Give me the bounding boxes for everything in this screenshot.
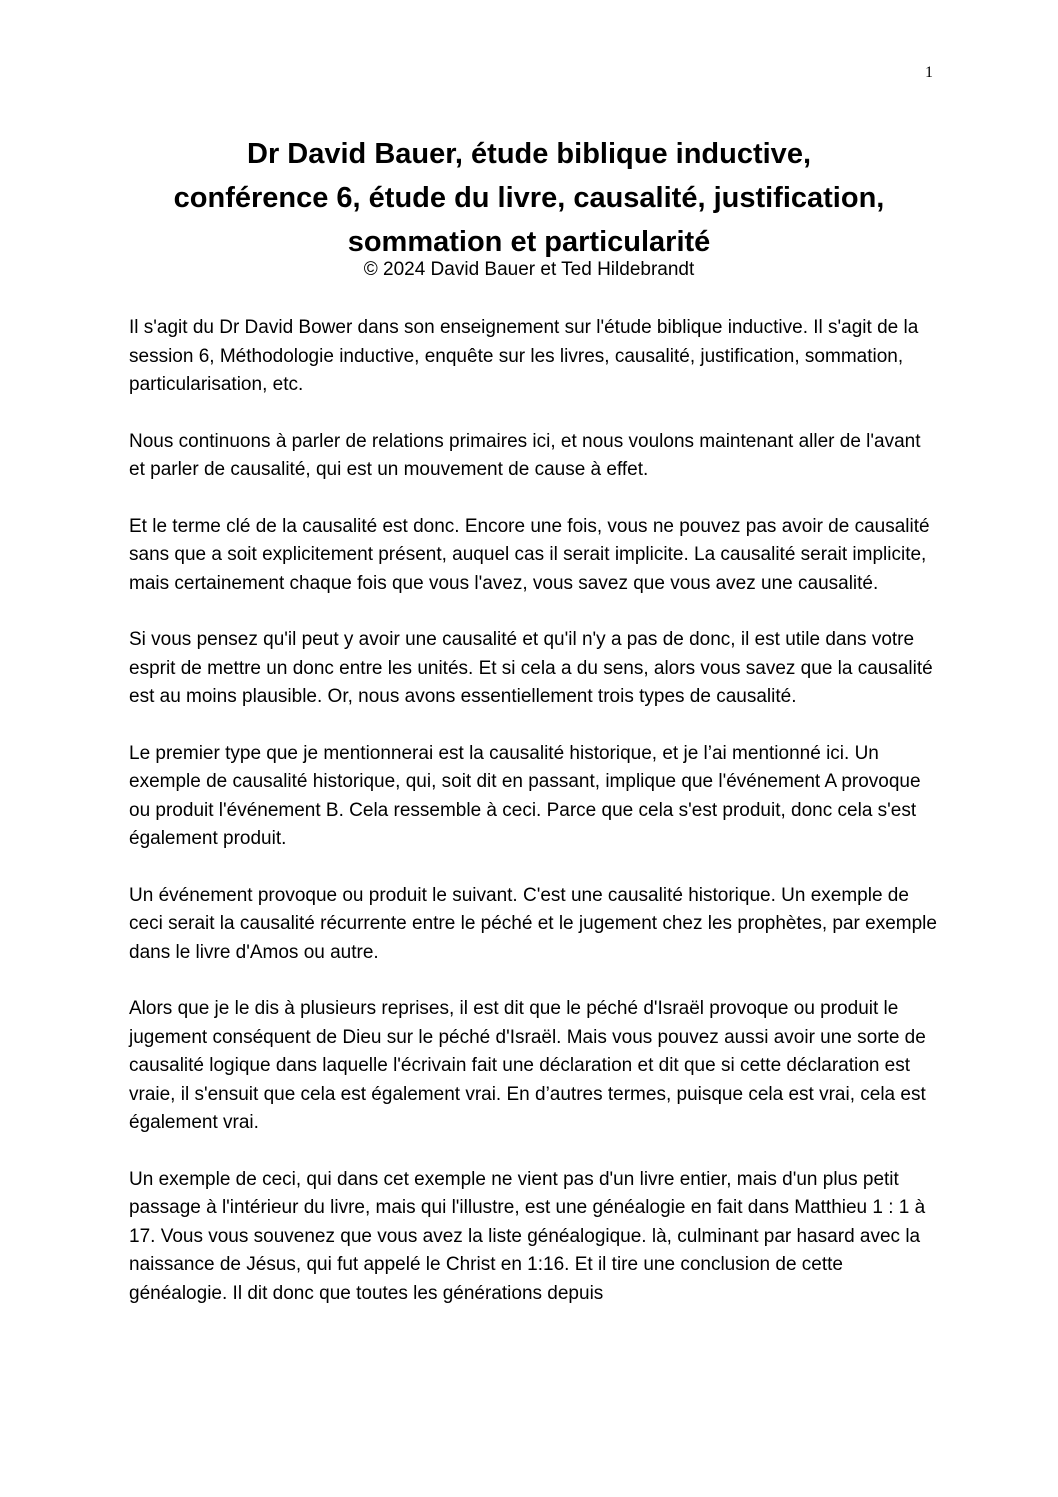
copyright-line: © 2024 David Bauer et Ted Hildebrandt — [363, 259, 695, 280]
paragraph: Un événement provoque ou produit le suivant. C'est une causalité historique. Un exemple de ceci serait la causalité récurrente entre le péché et le jugement chez les prophètes, par exemple dans le livre d'Amos ou autre. — [129, 884, 937, 963]
paragraph: Nous continuons à parler de relations primaires ici, et nous voulons maintenant aller de l'avant et parler de causalité, qui est un mouvement de cause à effet. — [129, 430, 921, 480]
paragraph: Alors que je le dis à plusieurs reprises, il est dit que le péché d'Israël provoque ou produit le jugement conséquent de Dieu sur le péché d'Israël. Mais vous pouvez aussi avoir une sorte de causalité logique dans laquelle l'écrivain fait une déclaration et dit que si cette déclaration est vraie, il s'ensuit que cela est également vrai. En d’autres termes, puisque cela est vrai, cela est également vrai. — [129, 998, 926, 1133]
document-body — [129, 314, 939, 1336]
paragraph: Et le terme clé de la causalité est donc. Encore une fois, vous ne pouvez pas avoir de causalité sans que a soit explicitement présent, auquel cas il serait implicite. La causalité serait implicite, mais certainement chaque fois que vous l'avez, vous savez que vous avez une causalité. — [129, 515, 930, 594]
paragraph: Si vous pensez qu'il peut y avoir une causalité et qu'il n'y a pas de donc, il est utile dans votre esprit de mettre un donc entre les unités. Et si cela a du sens, alors vous savez que la causalité est au moins plausible. Or, nous avons essentiellement trois types de causalité. — [129, 629, 933, 707]
paragraph: Un exemple de ceci, qui dans cet exemple ne vient pas d'un livre entier, mais d'un plus petit passage à l'intérieur du livre, mais qui l'illustre, est une généalogie en fait dans Matthieu 1 : 1 à 17. Vous vous souvenez que vous avez la liste généalogique. là, culminant par hasard avec la naissance de Jésus, qui fut appelé le Christ en 1:16. Et il tire une conclusion de cette généalogie. Il dit donc que toutes les générations depuis — [129, 1168, 926, 1304]
document-title — [100, 132, 958, 264]
title-line: conférence 6, étude du livre, causalité, justification, — [173, 182, 885, 214]
title-line: Dr David Bauer, étude biblique inductive, — [247, 138, 811, 170]
page-number: 1 — [925, 64, 933, 81]
paragraph: Le premier type que je mentionnerai est la causalité historique, et je l’ai mentionné ici. Un exemple de causalité historique, qui, soit dit en passant, implique que l'événement A provoque ou produit l'événement B. Cela ressemble à ceci. Parce que cela s'est produit, donc cela s'est également produit. — [129, 742, 921, 849]
title-line: sommation et particularité — [347, 226, 711, 258]
paragraph: Il s'agit du Dr David Bower dans son enseignement sur l'étude biblique inductive. Il s'agit de la session 6, Méthodologie inductive, enquête sur les livres, causalité, justification, sommation, particularisation, etc. — [129, 317, 919, 395]
